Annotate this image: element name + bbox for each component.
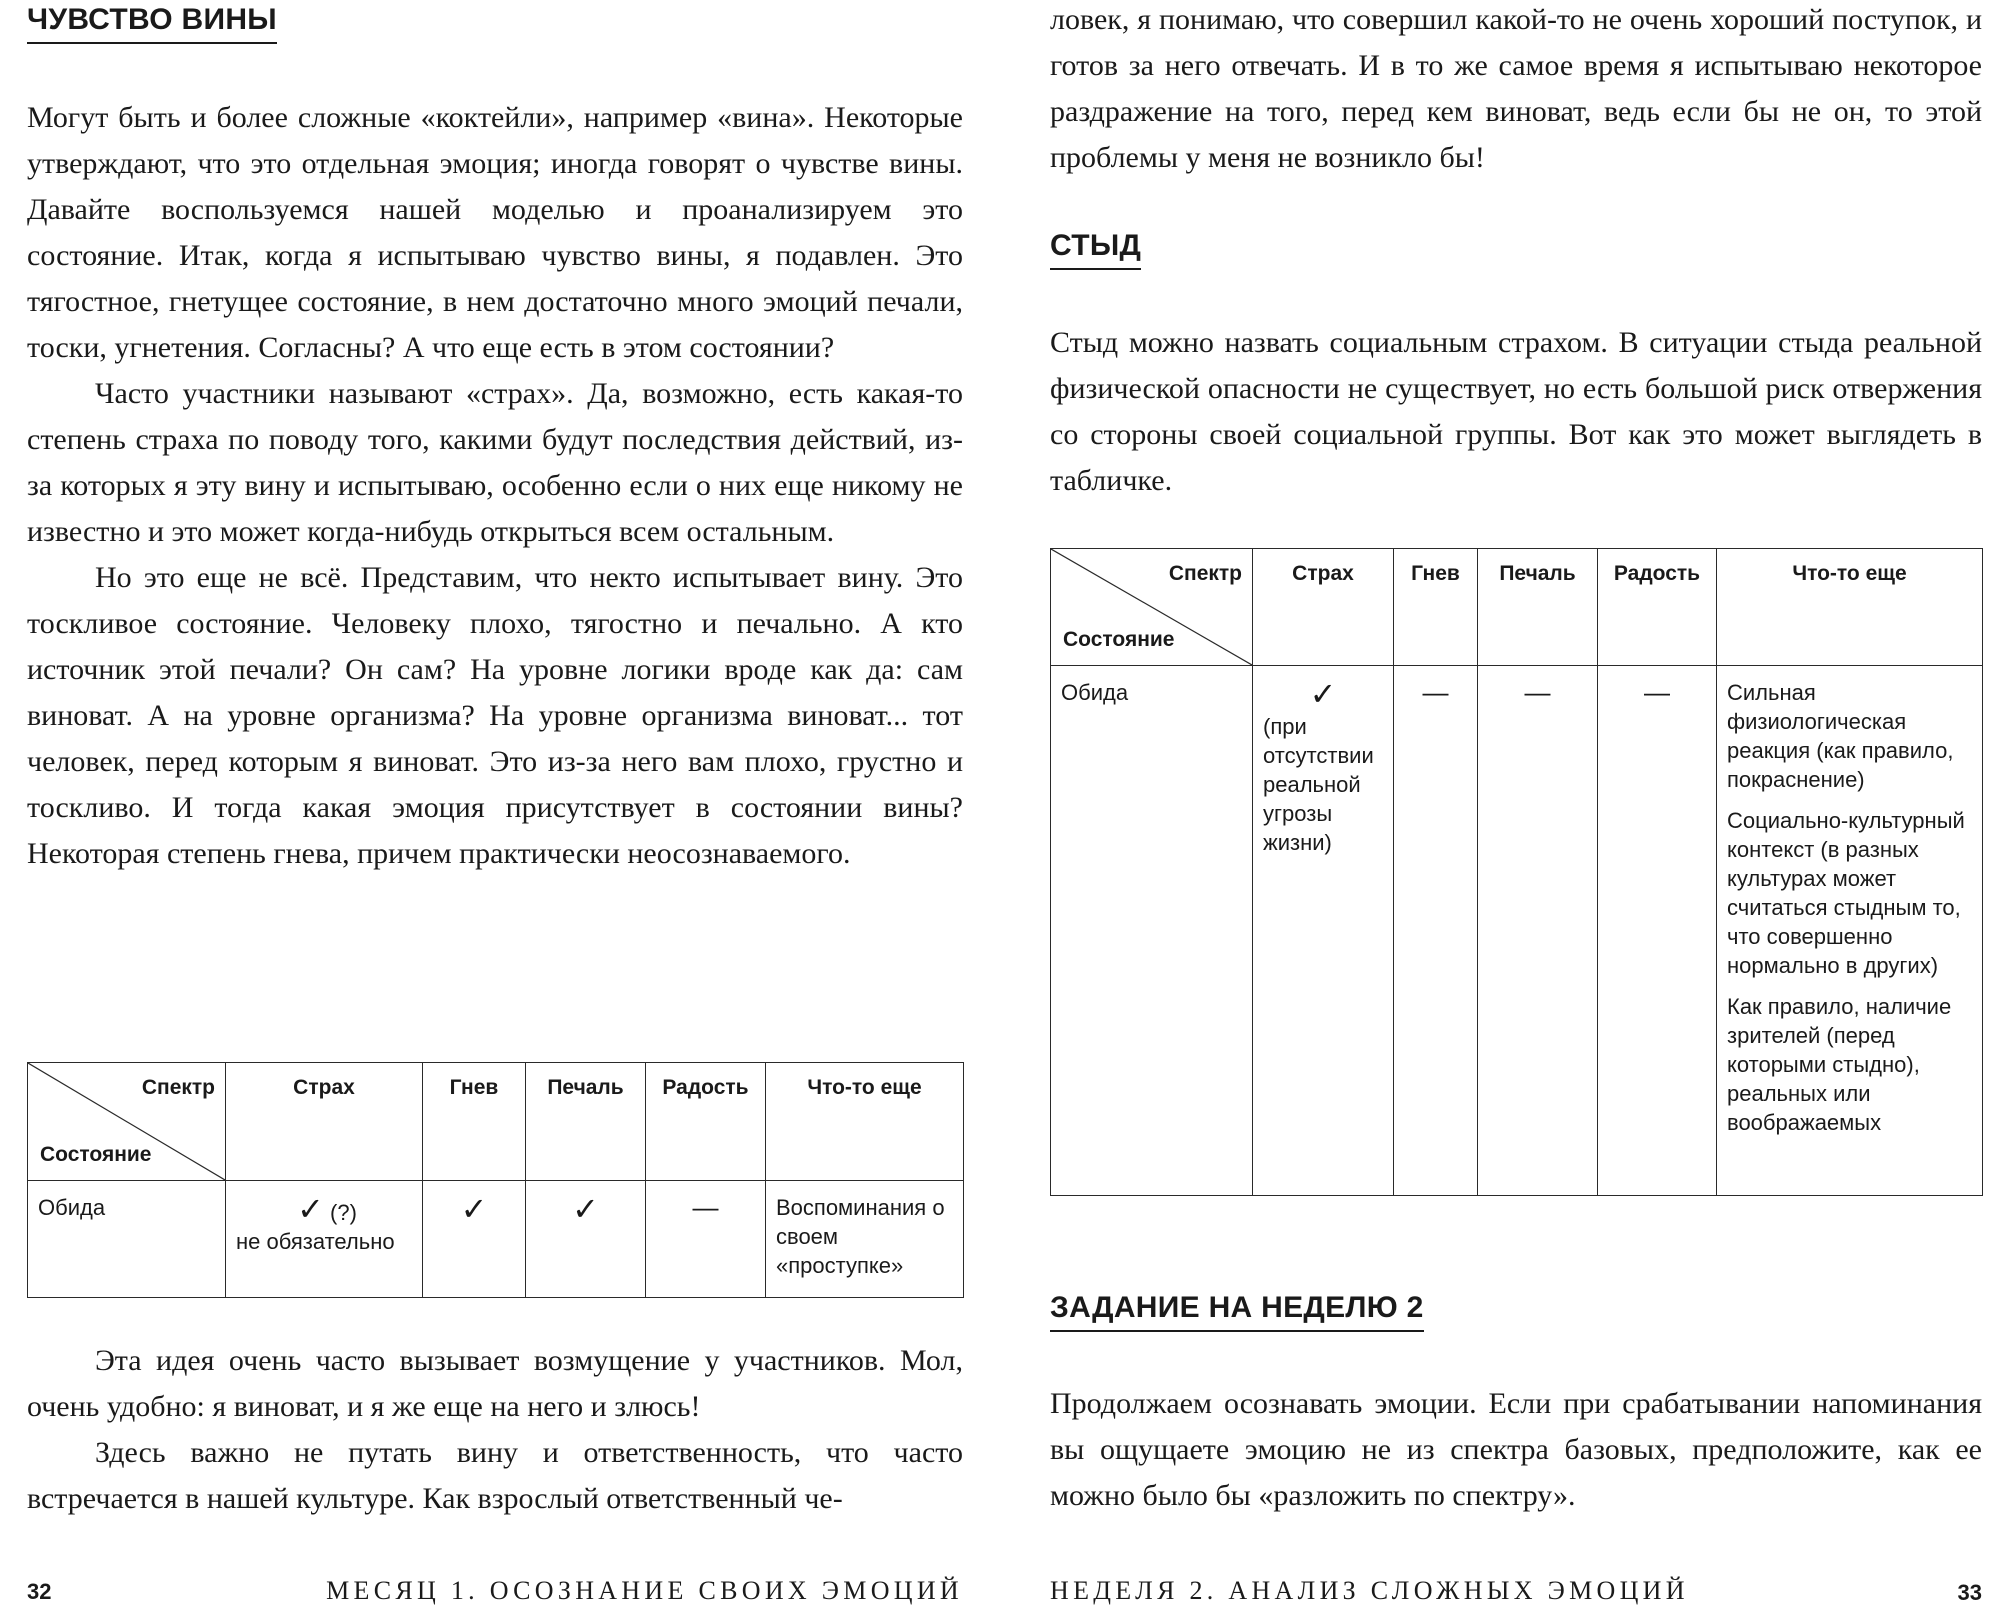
task-text (1050, 1381, 1982, 1519)
column-header-fear: Страх (226, 1063, 423, 1181)
guilt-spectrum-table (27, 1062, 964, 1298)
state-cell: Обида (28, 1181, 226, 1298)
paragraph: Продолжаем осознавать эмоции. Если при срабатывании напоминания вы ощущаете эмоцию не из спектра базовых, предположите, как ее можно было бы «разложить по спектру». (1050, 1387, 1982, 1512)
column-header-anger: Гнев (423, 1063, 526, 1181)
other-cell: Воспоминания о своем «проступке» (766, 1181, 964, 1298)
fear-note: (при отсутствии реальной угрозы жизни) (1263, 714, 1374, 855)
column-header-sadness: Печаль (526, 1063, 646, 1181)
table-header-row (28, 1063, 964, 1181)
paragraph: Но это еще не всё. Представим, что некто испытывает вину. Это тоскливое состояние. Человеку плохо, тягостно и печально. А кто источник этой печали? Он сам? На уровне логики вроде как да: сам виноват. А на уровне организма? На уровне организма виноват... тот человек, перед которым я виноват. Это из-за него вам плохо, грустно и тоскливо. И тогда какая эмоция присутствует в состоянии вины? Некоторая степень гнева, причем практически неосознаваемого. (27, 561, 963, 870)
dash-icon: — (1644, 677, 1670, 707)
column-header-other: Что-то еще (1717, 549, 1983, 666)
table-header-row (1051, 549, 1983, 666)
sadness-cell (1478, 666, 1598, 1196)
other-note: Сильная физиологическая реакция (как правило, покраснение) (1727, 680, 1954, 792)
column-header-other: Что-то еще (766, 1063, 964, 1181)
checkmark-icon: ✓ (297, 1191, 324, 1227)
section-heading-shame: СТЫД (1050, 228, 1141, 270)
right-footer (1050, 1576, 1982, 1606)
paragraph: Здесь важно не путать вину и ответственность, что часто встречается в нашей культуре. Как взрослый ответственный че- (27, 1436, 963, 1515)
anger-cell (1394, 666, 1478, 1196)
page-number: 33 (1957, 1580, 1982, 1605)
joy-cell (646, 1181, 766, 1298)
other-note: Социально-культурный контекст (в разных культурах может считаться стыдным то, что совершенно нормально в других) (1727, 808, 1965, 978)
table-row (28, 1181, 964, 1298)
state-label: Состояние (40, 1143, 152, 1166)
state-cell: Обида (1051, 666, 1253, 1196)
fear-cell (1253, 666, 1394, 1196)
dash-icon: — (692, 1192, 719, 1222)
column-header-fear: Страх (1253, 549, 1394, 666)
checkmark-icon: ✓ (572, 1191, 599, 1227)
fear-note: не обязательно (236, 1229, 395, 1254)
right-page (1050, 0, 1982, 1612)
running-head: НЕДЕЛЯ 2. АНАЛИЗ СЛОЖНЫХ ЭМОЦИЙ (1050, 1576, 1689, 1605)
table-row (1051, 666, 1983, 1196)
column-header-sadness: Печаль (1478, 549, 1598, 666)
paragraph: ловек, я понимаю, что совершил какой-то не очень хороший поступок, и готов за него отвечать. И в то же самое время я испытываю некоторое раздражение на того, перед кем виноват, ведь если бы не он, то этой проблемы у меня не возникло бы! (1050, 3, 1982, 174)
anger-cell (423, 1181, 526, 1298)
spectrum-label: Спектр (1168, 562, 1242, 585)
spectrum-label: Спектр (141, 1076, 215, 1099)
diagonal-header-cell (1051, 549, 1253, 666)
dash-icon: — (1524, 677, 1551, 707)
left-footer (27, 1576, 963, 1607)
column-header-joy: Радость (1598, 549, 1717, 666)
section-heading-guilt: ЧУВСТВО ВИНЫ (27, 2, 277, 44)
continuation-text (1050, 0, 1982, 181)
guilt-text-bottom (27, 1338, 963, 1522)
state-label: Состояние (1063, 628, 1175, 651)
shame-text (1050, 320, 1982, 504)
paragraph: Стыд можно назвать социальным страхом. В ситуации стыда реальной физической опасности не существует, но есть большой риск отвержения со стороны своей социальной группы. Вот как это может выглядеть в табличке. (1050, 326, 1982, 497)
diagonal-header-cell (28, 1063, 226, 1181)
section-heading-task: ЗАДАНИЕ НА НЕДЕЛЮ 2 (1050, 1290, 1424, 1332)
other-cell (1717, 666, 1983, 1196)
guilt-text-top (27, 95, 963, 877)
column-header-anger: Гнев (1394, 549, 1478, 666)
paragraph: Могут быть и более сложные «коктейли», например «вина». Некоторые утверждают, что это отдельная эмоция; иногда говорят о чувстве вины. Давайте воспользуемся нашей моделью и проанализируем это состояние. Итак, когда я испытываю чувство вины, я подавлен. Это тягостное, гнетущее состояние, в нем достаточно много эмоций печали, тоски, угнетения. Согласны? А что еще есть в этом состоянии? (27, 101, 963, 364)
checkmark-icon: ✓ (1309, 676, 1337, 712)
paragraph: Эта идея очень часто вызывает возмущение у участников. Мол, очень удобно: я виноват, и я же еще на него и злюсь! (27, 1344, 963, 1423)
dash-icon: — (1422, 677, 1449, 707)
page-number: 32 (27, 1579, 52, 1604)
column-header-joy: Радость (646, 1063, 766, 1181)
sadness-cell (526, 1181, 646, 1298)
shame-spectrum-table (1050, 548, 1983, 1196)
other-note: Как правило, наличие зрителей (перед которыми стыдно), реальных или воображаемых (1727, 994, 1952, 1135)
question-note: (?) (330, 1200, 357, 1225)
checkmark-icon: ✓ (460, 1191, 488, 1227)
paragraph: Часто участники называют «страх». Да, возможно, есть какая-то степень страха по поводу того, какими будут последствия действий, из-за которых я эту вину и испытываю, особенно если о них еще никому не известно и это может когда-нибудь открыться всем остальным. (27, 377, 963, 548)
running-head: МЕСЯЦ 1. ОСОЗНАНИЕ СВОИХ ЭМОЦИЙ (326, 1576, 963, 1605)
left-page (27, 0, 963, 1612)
joy-cell (1598, 666, 1717, 1196)
fear-cell (226, 1181, 423, 1298)
